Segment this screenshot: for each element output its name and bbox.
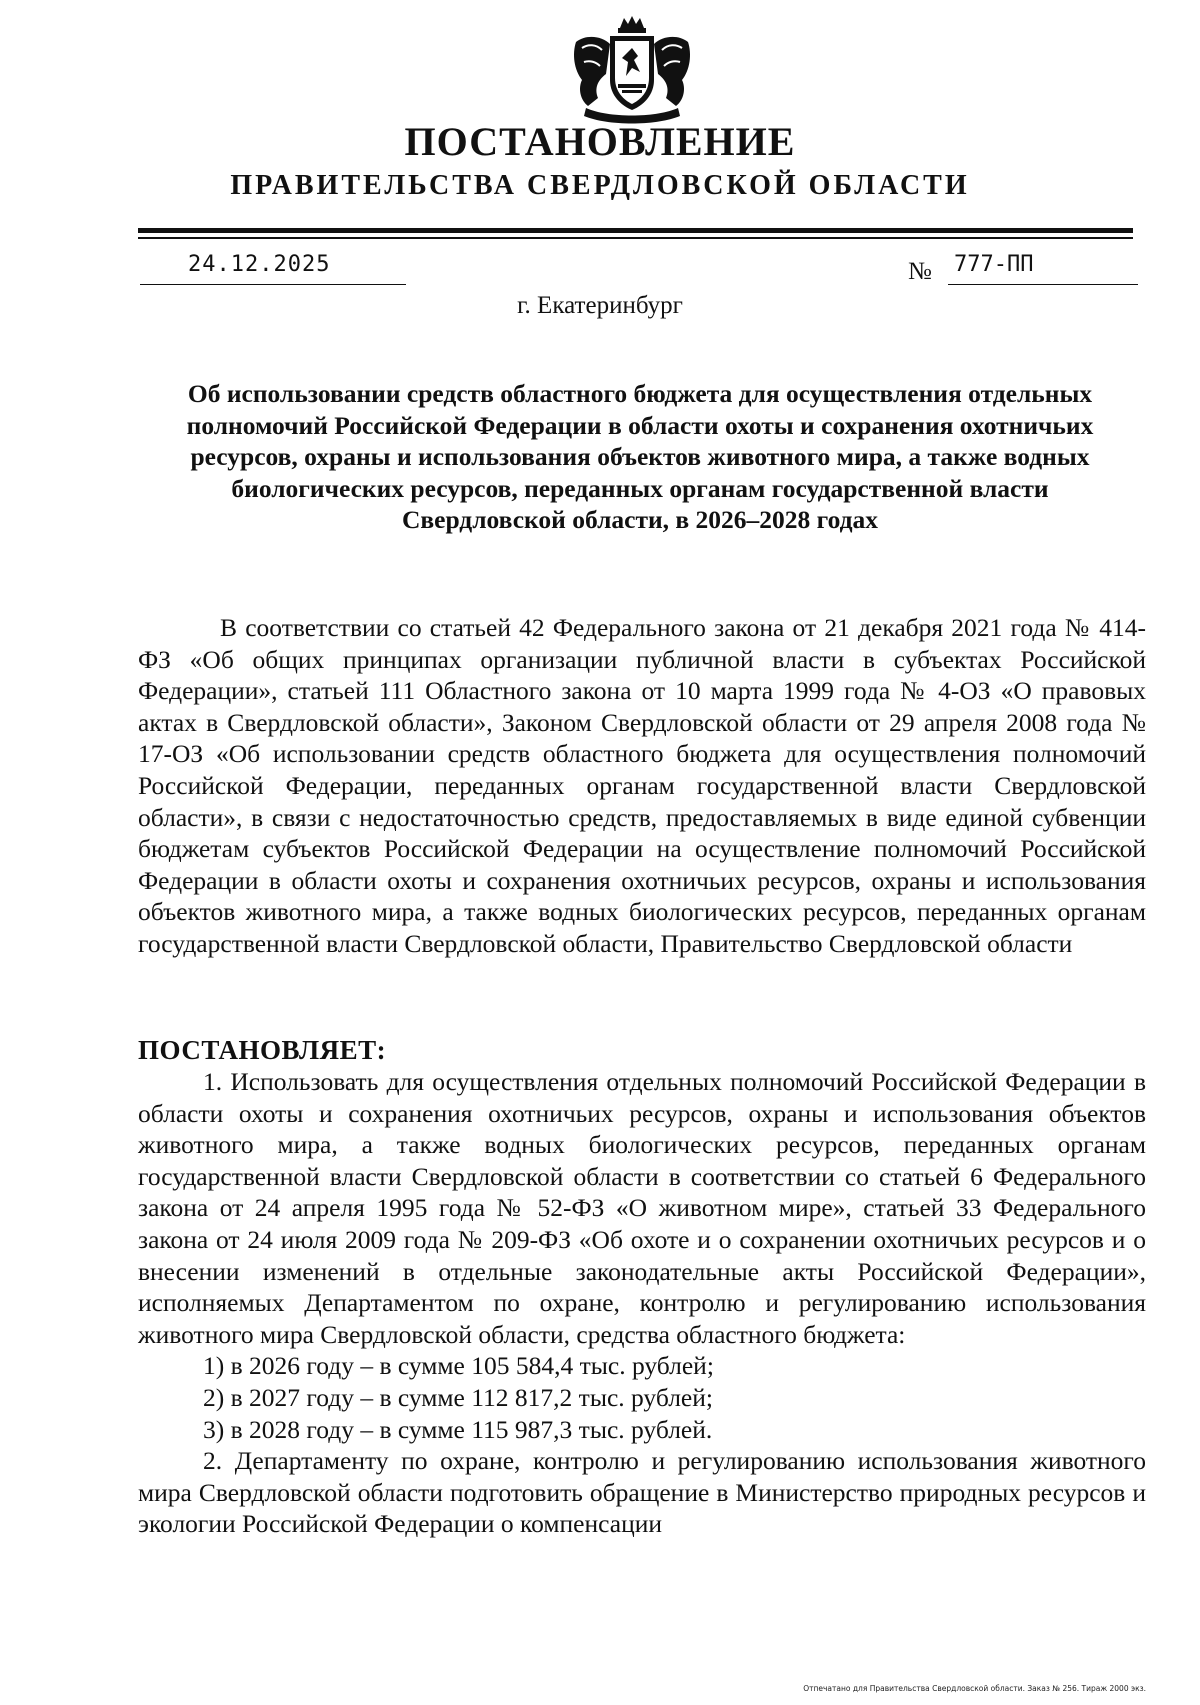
document-title: ПОСТАНОВЛЕНИЕ xyxy=(404,119,796,164)
header-divider-thick xyxy=(138,228,1133,233)
items-section xyxy=(138,1066,1146,1540)
city-label: г. Екатеринбург xyxy=(517,292,683,319)
preamble-paragraph: В соответствии со статьей 42 Федерального закона от 21 декабря 2021 года № 414-ФЗ «Об общих принципах организации публичной власти в субъектах Российской Федерации», статьей 111 Областного закона от 10 марта 1999 года № 4-ОЗ «О правовых актах в Свердловской области», Законом Свердловской области от 29 апреля 2008 года № 17-ОЗ «Об использовании средств областного бюджета для осуществления полномочий Российской Федерации, переданных органам государственной власти Свердловской области», в связи с недостаточностью средств, предоставляемых в виде единой субвенции бюджетам субъектов Российской Федерации на осуществление полномочий Российской Федерации в области охоты и сохранения охотничьих ресурсов, охраны и использования объектов животного мира, а также водных биологических ресурсов, переданных органам государственной власти Свердловской области, Правительство Свердловской области xyxy=(138,613,1146,958)
item-1-sub-3: 3) в 2028 году – в сумме 115 987,3 тыс. рублей. xyxy=(203,1414,713,1444)
date-value: 24.12.2025 xyxy=(188,252,331,277)
number-sign: № xyxy=(908,258,932,285)
number-value: 777-ПП xyxy=(954,252,1034,277)
item-1-sub-2: 2) в 2027 году – в сумме 112 817,2 тыс. рублей; xyxy=(203,1382,713,1412)
item-1-sub-1: 1) в 2026 году – в сумме 105 584,4 тыс. рублей; xyxy=(203,1351,714,1381)
item-1-paragraph: 1. Использовать для осуществления отдельных полномочий Российской Федерации в области охоты и сохранения охотничьих ресурсов, охраны и использования объектов животного мира, а также водных биологических ресурсов, переданных органам государственной власти Свердловской области в соответствии со статьей 6 Федерального закона от 24 апреля 1995 года № 52-ФЗ «О животном мире», статьей 33 Федерального закона от 24 июля 2009 года № 209-ФЗ «Об охоте и о сохранении охотничьих ресурсов и о внесении изменений в отдельные законодательные акты Российской Федерации», исполняемых Департаментом по охране, контролю и регулированию использования животного мира Свердловской области, средства областного бюджета: xyxy=(138,1067,1146,1349)
coat-of-arms-emblem xyxy=(568,14,696,126)
number-field xyxy=(948,252,1138,285)
print-footer: Отпечатано для Правительства Свердловской области. Заказ № 256. Тираж 2000 экз. xyxy=(803,1684,1146,1693)
decree-word: ПОСТАНОВЛЯЕТ: xyxy=(138,1035,387,1065)
document-heading: Об использовании средств областного бюджета для осуществления отдельных полномочий Российской Федерации в области охоты и сохранения охотничьих ресурсов, охраны и использования объектов животного мира, а также водных биологических ресурсов, переданных органам государственной власти Свердловской области, в 2026–2028 годах xyxy=(186,379,1094,535)
date-field xyxy=(140,252,406,285)
item-2-paragraph: 2. Департаменту по охране, контролю и регулированию использования животного мира Свердловской области подготовить обращение в Министерство природных ресурсов и экологии Российской Федерации о компенсации xyxy=(138,1446,1146,1539)
preamble-section xyxy=(138,612,1146,960)
header-divider-thin xyxy=(138,237,1133,239)
document-subtitle: ПРАВИТЕЛЬСТВА СВЕРДЛОВСКОЙ ОБЛАСТИ xyxy=(230,170,970,201)
